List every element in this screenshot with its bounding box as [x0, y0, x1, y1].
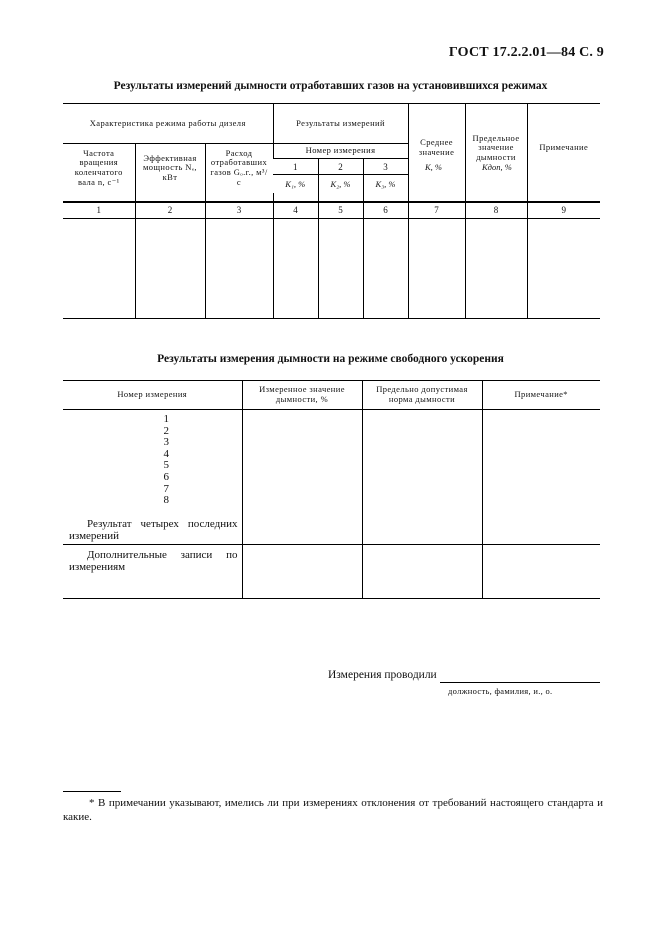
signature-label: Измерения проводили	[328, 669, 437, 681]
table2-title: Результаты измерения дымности на режиме свободного ускорения	[157, 353, 504, 365]
list-item: 6	[163, 470, 169, 483]
col-number: 4	[273, 202, 318, 219]
footnote-rule	[63, 791, 121, 792]
free-acceleration-results-table	[63, 380, 600, 599]
k-limit-label: Kдоп, %	[482, 162, 512, 172]
flow-label: Расход отработавших газов Gₒ.г., м³/с	[210, 147, 268, 188]
col-number: 1	[63, 202, 135, 219]
col-number: 6	[363, 202, 408, 219]
meas-3: 3	[363, 159, 408, 175]
flow-header	[205, 144, 273, 193]
col-number: 3	[205, 202, 273, 219]
col-measured-label: Измеренное значение дымности, %	[259, 384, 345, 404]
extra-label-text: Дополнительные записи по измерениям	[69, 548, 238, 573]
group-results-header: Результаты измерений	[273, 104, 408, 144]
meas-1: 1	[273, 159, 318, 175]
page-header: ГОСТ 17.2.2.01—84 С. 9	[448, 45, 604, 60]
list-item: 5	[163, 459, 169, 472]
list-item: 7	[163, 482, 169, 495]
list-item: 1	[163, 413, 169, 425]
k-avg-label: K, %	[425, 162, 442, 172]
extra-cell	[63, 544, 242, 598]
col-number: 7	[408, 202, 465, 219]
power-label: Эффективная мощность Nₑ, кВт	[143, 152, 197, 183]
result-label-text: Результат четырех последних измерений	[69, 517, 238, 542]
limit-value-label: Предельное значение дымности	[472, 132, 520, 163]
signature-caption: должность, фамилия, и., о.	[448, 686, 553, 696]
number-cell	[63, 410, 242, 545]
col-number: 5	[318, 202, 363, 219]
col-number: 8	[465, 202, 527, 219]
footnote: * В примечании указывают, имелись ли при измерениях отклонения от требований настоящего стандарта и какие.	[63, 797, 603, 823]
signature-line	[440, 682, 600, 683]
group-mode-header: Характеристика режима работы дизеля	[63, 104, 273, 144]
measurement-numbers	[63, 410, 242, 507]
meas-number-header: Номер измерения	[273, 144, 408, 159]
col-number: 9	[527, 202, 600, 219]
power-header	[135, 144, 205, 193]
extra-label	[63, 545, 242, 575]
col-note-header: Примечание*	[482, 381, 600, 410]
k2-header: K₂, %	[318, 175, 363, 193]
list-item: 4	[163, 447, 169, 460]
avg-value-label: Среднее значение	[418, 137, 455, 158]
steady-state-results-table	[63, 103, 600, 319]
table1-empty-row	[63, 219, 600, 319]
note-header: Примечание	[527, 104, 600, 193]
avg-value-header	[408, 104, 465, 193]
col-number: 2	[135, 202, 205, 219]
col-norm-label: Предельно допустимая норма дымности	[376, 384, 468, 404]
limit-value-header	[465, 104, 527, 193]
k1-header: K₁, %	[285, 178, 306, 189]
col-number-header: Номер измерения	[63, 381, 242, 410]
col-norm-header	[362, 381, 482, 410]
freq-header	[63, 144, 135, 193]
freq-label: Частота вращения коленчатого вала n, с⁻¹	[74, 147, 123, 188]
table1-title: Результаты измерений дымности отработавших газов на установившихся режимах	[113, 80, 548, 92]
list-item: 3	[163, 436, 169, 449]
k3-header: K₃, %	[363, 175, 408, 193]
result-label	[63, 507, 242, 544]
meas-2: 2	[318, 159, 363, 175]
list-item: 8	[163, 494, 169, 507]
col-measured-header	[242, 381, 362, 410]
list-item: 2	[163, 424, 169, 437]
